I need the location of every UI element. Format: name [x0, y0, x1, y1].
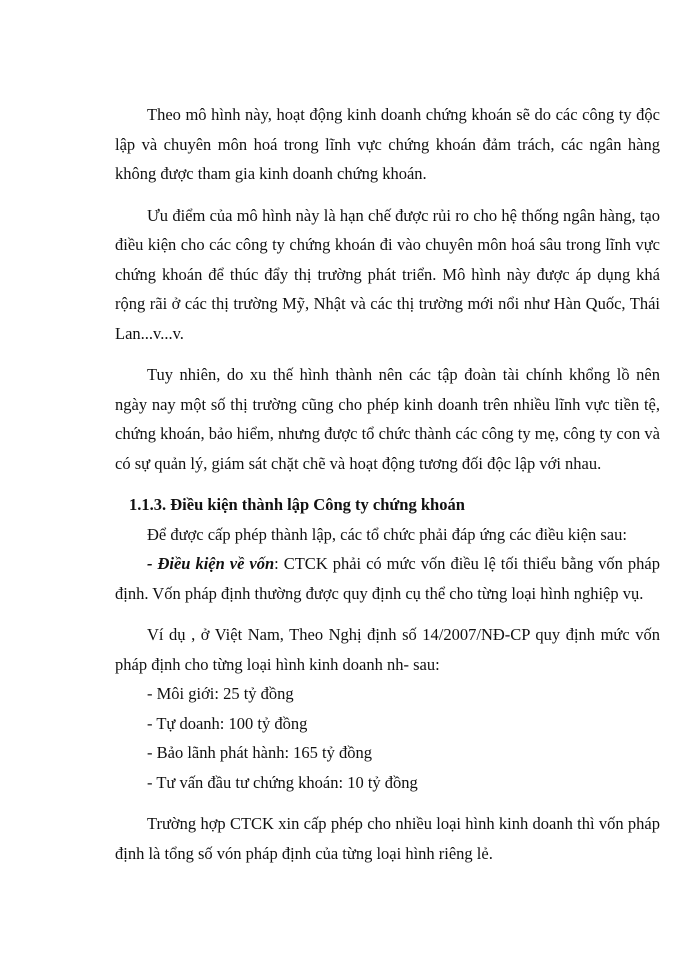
section-heading: 1.1.3. Điều kiện thành lập Công ty chứng khoán: [129, 495, 465, 514]
paragraph-model-description: Theo mô hình này, hoạt động kinh doanh chứng khoán sẽ do các công ty độc lập và chuyên môn hoá trong lĩnh vực chứng khoán đảm trách, các ngân hàng không được tham gia kinh doanh chứng khoán.: [115, 105, 660, 183]
list-item-investment-advisory: - Tư vấn đầu tư chứng khoán: 10 tỷ đồng: [147, 772, 418, 792]
paragraph-model-advantages: Ưu điểm của mô hình này là hạn chế được rủi ro cho hệ thống ngân hàng, tạo điều kiện cho các công ty chứng khoán đi vào chuyên môn hoá sâu trong lĩnh vực chứng khoán để thúc đẩy thị trường phát triển. Mô hình này được áp dụng khá rộng rãi ở các thị trường Mỹ, Nhật và các thị trường mới nổi như Hàn Quốc, Thái Lan...v...v.: [115, 205, 660, 343]
capital-condition-text: : CTCK phải có mức vốn điều lệ tối thiểu bằng vốn pháp định. Vốn pháp định thường được quy định cụ thể cho từng loại hình nghiệp vụ.: [115, 554, 660, 603]
capital-condition-label: - Điều kiện về vốn: [147, 554, 275, 573]
list-item-brokerage: - Môi giới: 25 tỷ đồng: [147, 684, 294, 703]
capital-condition: [115, 549, 660, 608]
paragraph-model-trend: Tuy nhiên, do xu thế hình thành nên các tập đoàn tài chính khổng lồ nên ngày nay một số thị trường cũng cho phép kinh doanh trên nhiều lĩnh vực tiền tệ, chứng khoán, bảo hiểm, nhưng được tổ chức thành các công ty mẹ, công ty con và có sự quản lý, giám sát chặt chẽ và hoạt động tương đối độc lập với nhau.: [115, 365, 660, 473]
section-intro: Để được cấp phép thành lập, các tổ chức phải đáp ứng các điều kiện sau:: [147, 524, 627, 544]
list-item-proprietary-trading: - Tự doanh: 100 tỷ đồng: [147, 713, 308, 733]
example-paragraph: Ví dụ , ở Việt Nam, Theo Nghị định số 14/2007/NĐ-CP quy định mức vốn pháp định cho từng loại hình kinh doanh nh- sau:: [115, 625, 660, 674]
list-item-underwriting: - Bảo lãnh phát hành: 165 tỷ đồng: [147, 743, 373, 762]
closing-paragraph: Trường hợp CTCK xin cấp phép cho nhiều loại hình kinh doanh thì vốn pháp định là tổng số vón pháp định của từng loại hình riêng lẻ.: [115, 814, 660, 863]
document-page: [115, 100, 660, 868]
